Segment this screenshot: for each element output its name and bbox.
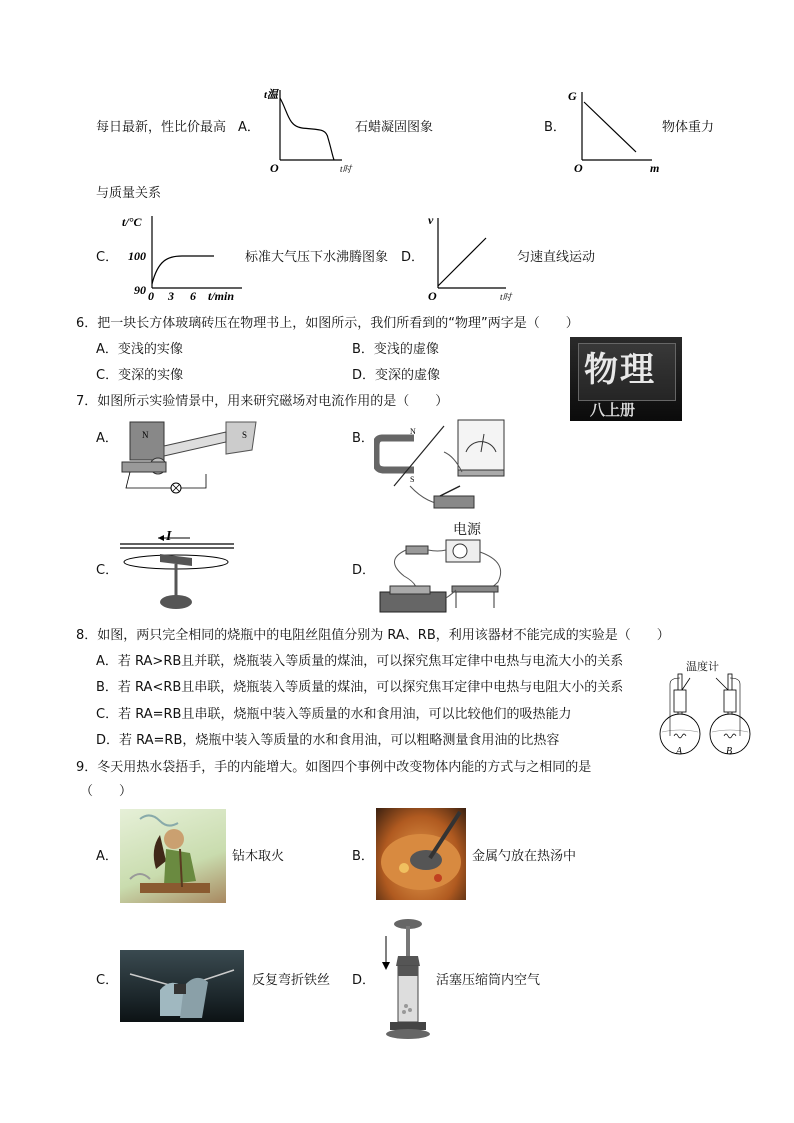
q9-option-d-letter: D． [352, 973, 376, 988]
svg-text:O: O [574, 161, 583, 175]
svg-text:N: N [410, 427, 416, 436]
glass-brick-photo [570, 337, 682, 421]
q7-option-d: D． [352, 563, 376, 578]
q8-option-d: D．若 RA=RB，烧瓶中装入等质量的水和食用油，可以粗略测量食用油的比热容 [96, 733, 560, 748]
svg-text:90: 90 [134, 283, 146, 297]
q9-option-c-letter: C． [96, 973, 119, 988]
q5-option-d-label: 匀速直线运动 [517, 250, 596, 265]
svg-text:B: B [726, 746, 733, 757]
svg-text:O: O [428, 289, 437, 303]
svg-text:I: I [166, 529, 172, 544]
q7-figure-a [116, 416, 266, 496]
power-supply-label: 电源 [453, 522, 481, 538]
q9-option-b-label: 金属勺放在热汤中 [472, 849, 577, 864]
svg-text:S: S [410, 475, 415, 484]
axis-y-label: t温 [264, 89, 279, 101]
svg-text:t/°C: t/°C [122, 215, 142, 229]
q7-option-a: A． [96, 431, 118, 446]
q9-paren: （ ） [80, 784, 133, 799]
q9-option-b-letter: B． [352, 849, 374, 864]
q7-figure-c [118, 524, 238, 614]
q5-prefix: 每日最新，性比价最高 [96, 120, 227, 135]
svg-text:t时: t时 [500, 292, 512, 302]
svg-text:G: G [568, 89, 577, 103]
svg-text:m: m [650, 161, 660, 175]
water-boiling-graph [118, 208, 250, 306]
q9-stem: 9．冬天用热水袋捂手，手的内能增大。如图四个事例中改变物体内能的方式与之相同的是 [76, 760, 592, 775]
q6-option-c: C．变深的实像 [96, 368, 184, 383]
q7-option-c: C． [96, 563, 119, 578]
svg-text:100: 100 [128, 249, 146, 263]
q9-option-d-label: 活塞压缩筒内空气 [436, 973, 541, 988]
q5-option-c-label: 标准大气压下水沸腾图象 [245, 250, 389, 265]
q5-option-a-letter: A． [238, 120, 260, 135]
photo-title: 物理 [584, 350, 656, 390]
svg-text:0: 0 [148, 289, 154, 303]
q7-figure-b [374, 416, 514, 516]
thermometer-label: 温度计 [686, 660, 719, 673]
svg-text:S: S [242, 430, 248, 440]
drill-fire-image [120, 809, 226, 903]
q7-figure-d [374, 536, 514, 620]
uniform-motion-graph [424, 208, 516, 306]
photo-subtitle: 八上册 [590, 401, 636, 419]
q8-stem: 8．如图，两只完全相同的烧瓶中的电阻丝阻值分别为 RA、RB，利用该器材不能完成的实验是（ ） [76, 628, 670, 643]
q7-stem: 7．如图所示实验情景中，用来研究磁场对电流作用的是（ ） [76, 394, 449, 409]
q9-option-c-label: 反复弯折铁丝 [252, 973, 331, 988]
weight-mass-graph [568, 84, 664, 176]
origin-label: O [270, 161, 279, 175]
svg-text:A: A [676, 746, 683, 757]
hot-soup-image [376, 808, 466, 900]
q5-option-b-label: 物体重力 [662, 120, 715, 135]
flask-figure [656, 672, 756, 762]
q8-option-a: A．若 RA>RB且并联，烧瓶装入等质量的煤油，可以探究焦耳定律中电热与电流大小的关系 [96, 654, 624, 669]
q6-option-a: A．变浅的实像 [96, 342, 183, 357]
q5-option-c-letter: C． [96, 250, 119, 265]
axis-x-label: t时 [340, 164, 352, 174]
q5-option-b-label-cont: 与质量关系 [96, 186, 162, 201]
q6-option-b: B．变浅的虚像 [352, 342, 439, 357]
q8-option-b: B．若 RA<RB且串联，烧瓶装入等质量的煤油，可以探究焦耳定律中电热与电阻大小的关系 [96, 680, 624, 695]
q7-option-b: B． [352, 431, 374, 446]
svg-text:6: 6 [190, 289, 196, 303]
svg-text:3: 3 [168, 289, 174, 303]
q6-option-d: D．变深的虚像 [352, 368, 441, 383]
q5-option-b-letter: B． [544, 120, 566, 135]
q5-option-a-label: 石蜡凝固图象 [355, 120, 434, 135]
q6-stem: 6．把一块长方体玻璃砖压在物理书上，如图所示，我们所看到的“物理”两字是（ ） [76, 316, 579, 331]
svg-text:t/min: t/min [208, 289, 235, 303]
q8-option-c: C．若 RA=RB且串联，烧瓶中装入等质量的水和食用油，可以比较他们的吸热能力 [96, 707, 572, 722]
svg-text:v: v [428, 213, 434, 227]
svg-text:N: N [142, 430, 149, 440]
piston-compress-image [376, 916, 432, 1042]
q5-option-d-letter: D． [401, 250, 425, 265]
q9-option-a-label: 钻木取火 [232, 849, 285, 864]
paraffin-solidify-graph [260, 84, 356, 176]
bend-wire-image [120, 950, 244, 1022]
q9-option-a-letter: A． [96, 849, 118, 864]
